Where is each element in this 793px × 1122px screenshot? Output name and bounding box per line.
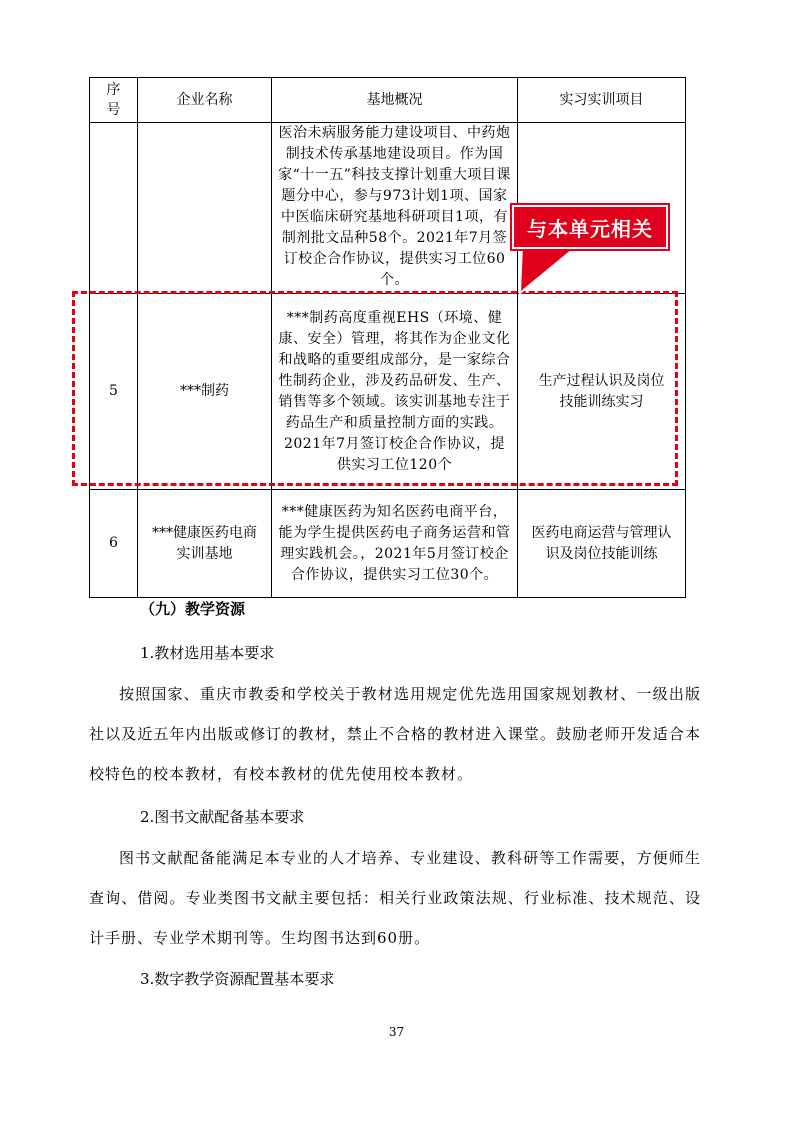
row-no: 6: [90, 490, 138, 598]
item-heading-2: 2.图书文献配备基本要求: [140, 808, 305, 826]
header-no: 序号: [90, 78, 138, 123]
page-number: 37: [388, 1025, 405, 1039]
row-company: ***制药: [138, 294, 272, 490]
row-desc: ***健康医药为知名医药电商平台，能为学生提供医药电子商务运营和管理实践机会。，2021年5月签订校企合作协议，提供实习工位30个。: [272, 490, 518, 598]
table-row: [90, 490, 686, 598]
annotation-callout: 与本单元相关: [512, 205, 668, 249]
row-no: [90, 123, 138, 294]
table-header-row: [90, 78, 686, 123]
row-project: 生产过程认识及岗位技能训练实习: [518, 294, 686, 490]
row-company: [138, 123, 272, 294]
callout-pointer-icon: [516, 247, 580, 295]
row-company: ***健康医药电商实训基地: [138, 490, 272, 598]
item-body-1: 按照国家、重庆市教委和学校关于教材选用规定优先选用国家规划教材、一级出版社以及近五年内出版或修订的教材，禁止不合格的教材进入课堂。鼓励老师开发适合本校特色的校本教材，有校本教材的优先使用校本教材。: [89, 685, 701, 783]
header-project: 实习实训项目: [518, 78, 686, 123]
header-company: 企业名称: [138, 78, 272, 123]
item-body-2: 图书文献配备能满足本专业的人才培养、专业建设、教科研等工作需要，方便师生查询、借阅。专业类图书文献主要包括：相关行业政策法规、行业标准、技术规范、设计手册、专业学术期刊等。生均图书达到60册。: [89, 849, 701, 947]
header-overview: 基地概况: [272, 78, 518, 123]
section-title: （九）教学资源: [140, 600, 246, 618]
highlight-dashed-box: [72, 291, 678, 486]
row-project: 医药电商运营与管理认识及岗位技能训练: [518, 490, 686, 598]
row-desc: 医治未病服务能力建设项目、中药炮制技术传承基地建设项目。作为国家“十一五”科技支撑计划重大项目课题分中心，参与973计划1项、国家中医临床研究基地科研项目1项，有制剂批文品种58个。2021年7月签订校企合作协议，提供实习工位60个。: [272, 123, 518, 294]
item-heading-1: 1.教材选用基本要求: [140, 644, 275, 662]
row-desc: ***制药高度重视EHS（环境、健康、安全）管理，将其作为企业文化和战略的重要组成部分，是一家综合性制药企业，涉及药品研发、生产、销售等多个领域。该实训基地专注于药品生产和质量控制方面的实践。2021年7月签订校企合作协议，提供实习工位120个: [272, 294, 518, 490]
row-no: 5: [90, 294, 138, 490]
item-heading-3: 3.数字教学资源配置基本要求: [140, 970, 335, 988]
